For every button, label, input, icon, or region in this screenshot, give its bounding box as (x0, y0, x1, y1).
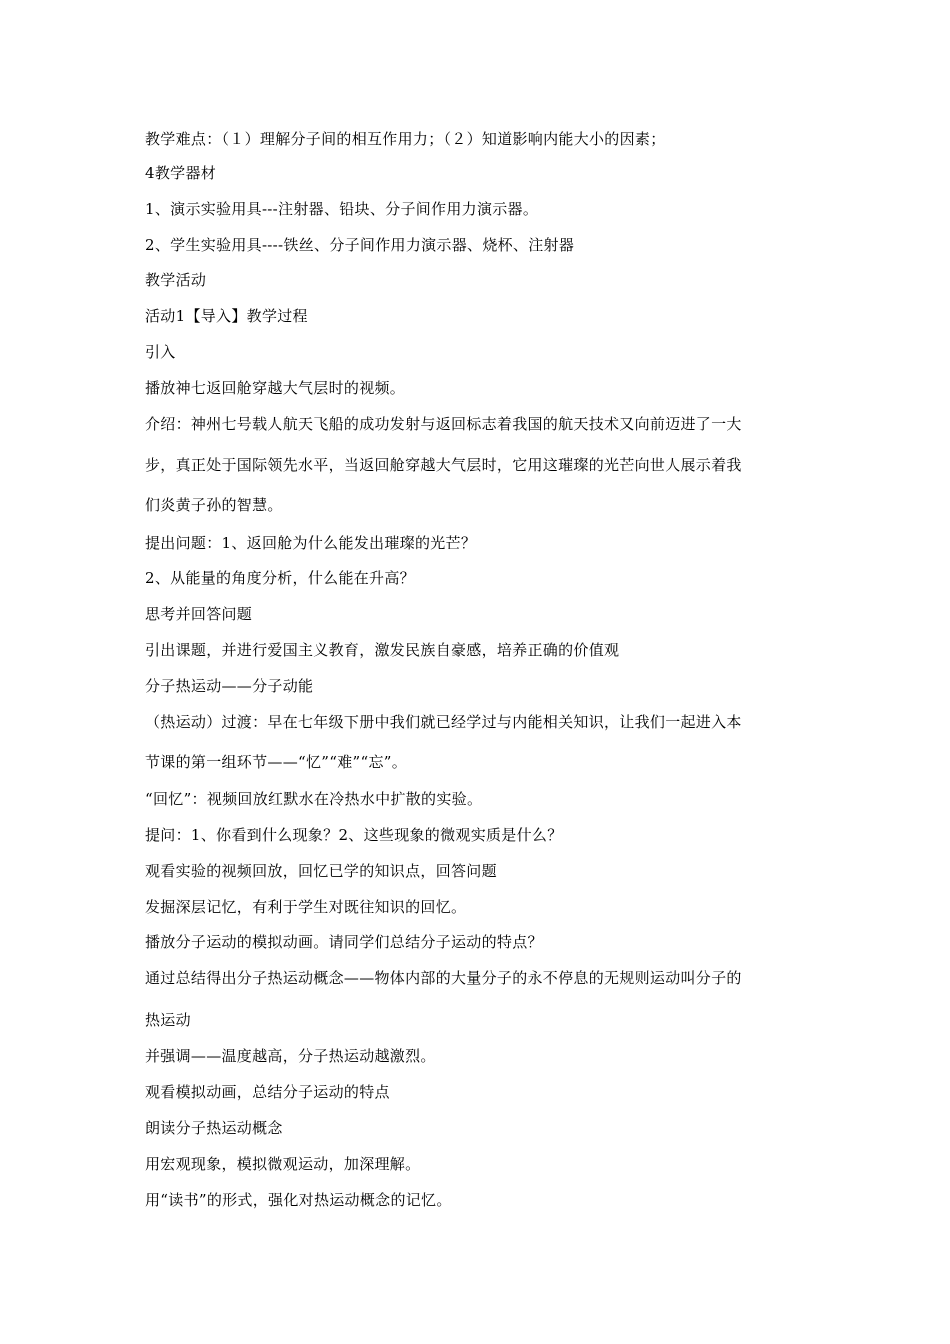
text-line: 引入 (145, 343, 176, 361)
text-line: 朗读分子热运动概念 (145, 1119, 283, 1137)
text-line: 提问：1、你看到什么现象？2、这些现象的微观实质是什么？ (145, 826, 563, 844)
text-line: 教学活动 (145, 271, 207, 289)
text-line: 用宏观现象，模拟微观运动，加深理解。 (145, 1155, 421, 1173)
text-line: 节课的第一组环节——“忆”“难”“忘”。 (145, 753, 408, 771)
text-line: 播放神七返回舱穿越大气层时的视频。 (145, 379, 406, 397)
text-line: 观看模拟动画，总结分子运动的特点 (145, 1083, 390, 1101)
text-line: 活动1【导入】教学过程 (145, 307, 308, 325)
text-line: 1、演示实验用具---注射器、铅块、分子间作用力演示器。 (145, 200, 539, 218)
text-line: 们炎黄子孙的智慧。 (145, 496, 283, 514)
text-line: 用“读书”的形式，强化对热运动概念的记忆。 (145, 1191, 452, 1209)
text-line: 通过总结得出分子热运动概念——物体内部的大量分子的永不停息的无规则运动叫分子的 (145, 969, 742, 987)
text-line: 引出课题，并进行爱国主义教育，激发民族自豪感，培养正确的价值观 (145, 641, 620, 659)
text-line: 4教学器材 (145, 164, 217, 182)
text-line: 步，真正处于国际领先水平，当返回舱穿越大气层时，它用这璀璨的光芒向世人展示着我 (145, 456, 742, 474)
text-line: 发掘深层记忆，有利于学生对既往知识的回忆。 (145, 898, 467, 916)
text-line: 分子热运动——分子动能 (145, 677, 314, 695)
text-line: 2、从能量的角度分析，什么能在升高？ (145, 569, 415, 587)
text-line: 教学难点：（１）理解分子间的相互作用力；（２）知道影响内能大小的因素； (145, 130, 666, 148)
text-line: （热运动）过渡：早在七年级下册中我们就已经学过与内能相关知识，让我们一起进入本 (145, 713, 742, 731)
text-line: 提出问题：1、返回舱为什么能发出璀璨的光芒？ (145, 534, 477, 552)
text-line: 热运动 (145, 1011, 191, 1029)
text-line: 观看实验的视频回放，回忆已学的知识点，回答问题 (145, 862, 497, 880)
text-line: 2、学生实验用具----铁丝、分子间作用力演示器、烧杯、注射器 (145, 236, 575, 254)
text-line: 介绍：神州七号载人航天飞船的成功发射与返回标志着我国的航天技术又向前迈进了一大 (145, 415, 742, 433)
text-line: 思考并回答问题 (145, 605, 253, 623)
text-line: 播放分子运动的模拟动画。请同学们总结分子运动的特点？ (145, 933, 543, 951)
text-line: 并强调——温度越高，分子热运动越激烈。 (145, 1047, 436, 1065)
text-line: “回忆”：视频回放红默水在冷热水中扩散的实验。 (145, 790, 483, 808)
